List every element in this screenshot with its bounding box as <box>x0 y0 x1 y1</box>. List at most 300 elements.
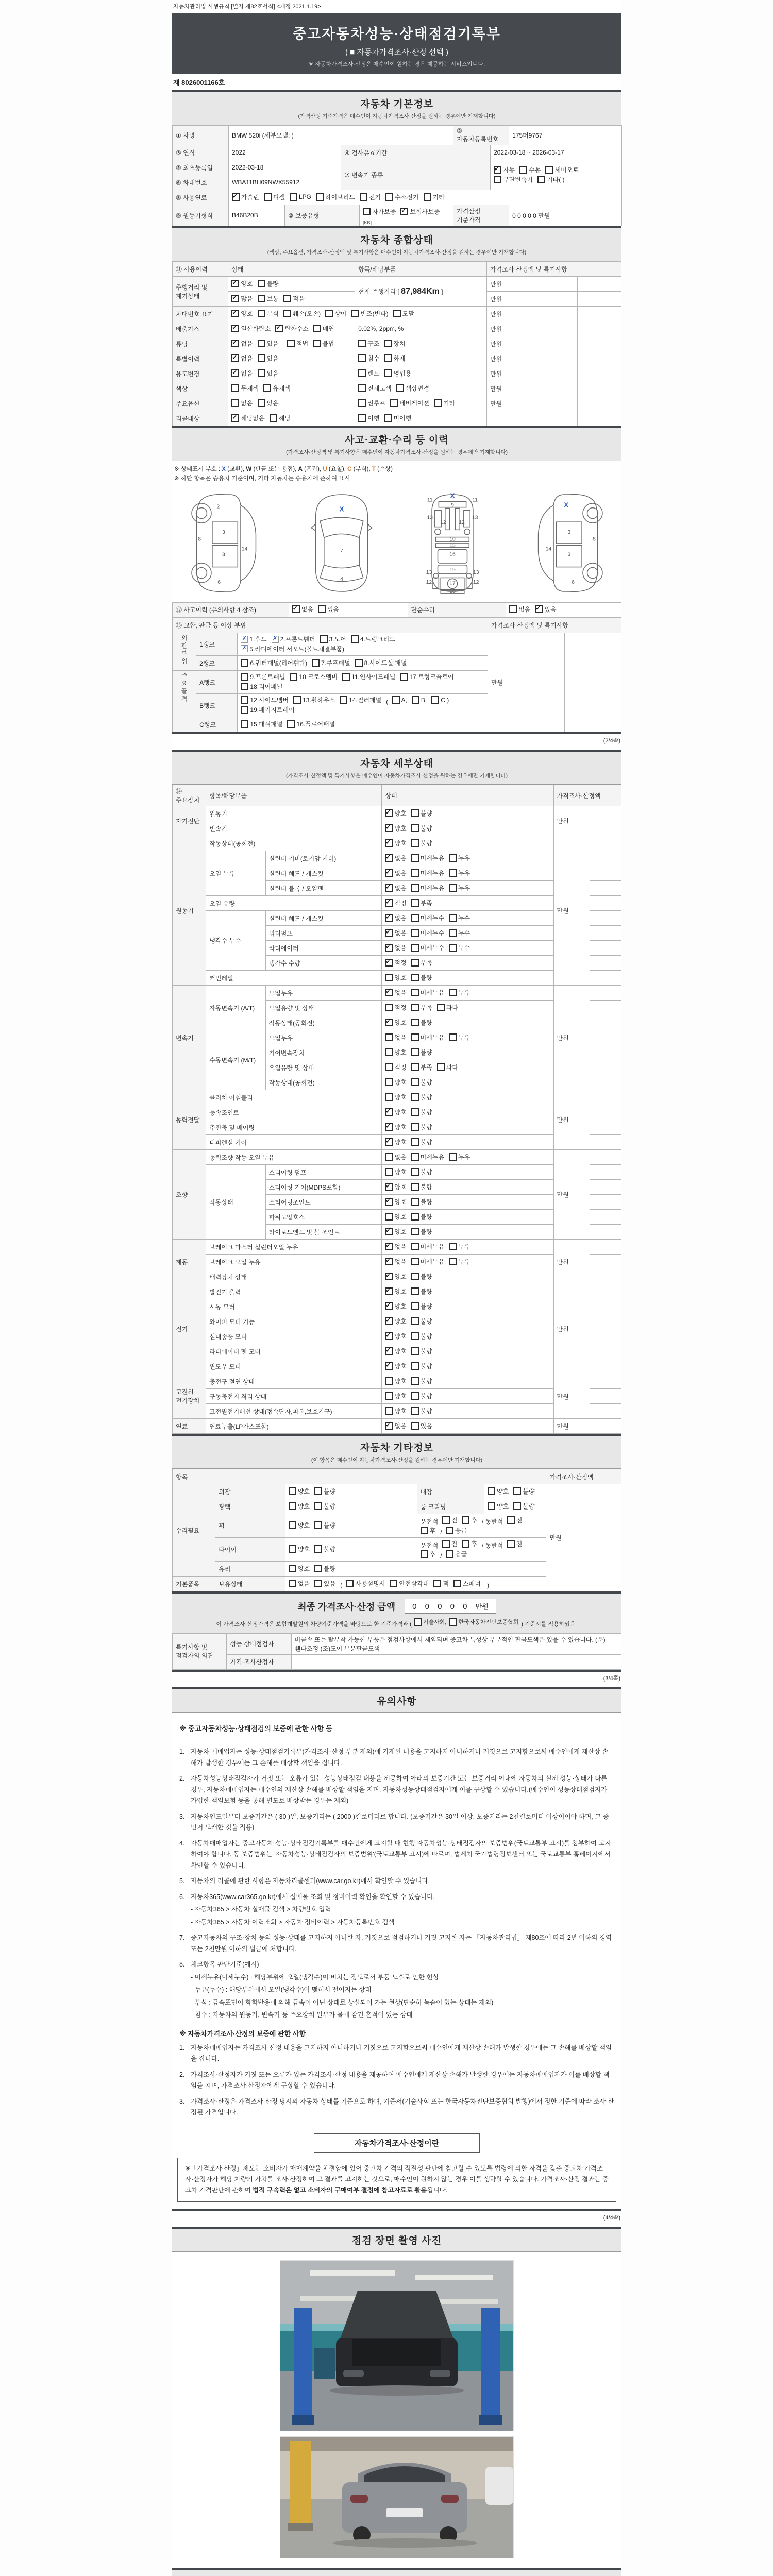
table-row <box>173 1469 621 1484</box>
final-price-note <box>172 1618 621 1628</box>
panel-number: 11 <box>427 497 433 503</box>
item-label: 시동 모터 <box>206 1299 382 1314</box>
notice-heading: ※ 중고자동차성능·상태점검의 보증에 관한 사항 등 <box>179 1718 614 1740</box>
state-cell <box>382 971 553 986</box>
checkbox-label: 있음 <box>266 399 279 407</box>
checkbox-label: 누유 <box>458 869 470 877</box>
table-row <box>173 160 622 175</box>
checkbox-item <box>411 1362 432 1370</box>
checkbox-label: 미세누유 <box>420 1258 444 1265</box>
note-cell <box>590 1195 621 1210</box>
checkbox-item <box>231 309 253 318</box>
checkbox-unchecked-icon <box>513 1487 521 1495</box>
price-cell: 만원 <box>487 351 578 366</box>
checkbox-unchecked-icon <box>488 1502 495 1510</box>
table-row <box>173 190 622 205</box>
checkbox-item <box>385 943 406 952</box>
checkbox-unchecked-icon <box>411 854 419 862</box>
text: 현재 주행거리 [ <box>358 287 401 295</box>
checkbox-item <box>385 869 406 877</box>
checkbox-unchecked-icon <box>313 340 321 347</box>
panel-number: 3 <box>222 552 225 558</box>
row-glass: 유리 <box>215 1562 285 1577</box>
checkbox-item <box>241 682 282 691</box>
checkbox-unchecked-icon <box>316 193 324 201</box>
checkbox-item <box>241 705 294 714</box>
subitem-label: 파워고압호스 <box>265 1210 382 1225</box>
checkbox-label: 누유 <box>458 989 470 996</box>
note-cell <box>589 1484 621 1591</box>
checkbox-unchecked-icon <box>346 1580 354 1587</box>
table-row <box>173 1284 621 1299</box>
label-car-name: ① 차명 <box>173 126 229 145</box>
checkbox-item <box>232 193 259 201</box>
note-cell <box>590 1299 621 1314</box>
checkbox-unchecked-icon <box>411 899 419 907</box>
label-fuel: ⑧ 사용연료 <box>173 190 229 205</box>
car-diagram-side-left <box>182 492 280 595</box>
notice-item-number: 5. <box>179 1877 185 1885</box>
text: ] <box>439 287 443 295</box>
checkbox-label: 양호 <box>241 280 253 287</box>
checkbox-label: 19.패키지트레이 <box>250 706 295 714</box>
section-title: 자동차 기타정보 <box>360 1443 433 1454</box>
panel-number: 18 <box>449 588 456 595</box>
checkbox-label: 양호 <box>241 310 253 317</box>
checkbox-item <box>411 1317 432 1326</box>
note-cell <box>590 1210 621 1225</box>
checkbox-item <box>289 1521 310 1530</box>
checkbox-checked-icon <box>385 1183 393 1191</box>
state-tire <box>285 1538 417 1562</box>
checkbox-checked-icon <box>232 193 240 201</box>
checkbox-item <box>384 369 411 378</box>
checkbox-checked-icon <box>231 280 239 287</box>
checkbox-unchecked-icon <box>421 1527 428 1534</box>
checkbox-label: 없음 <box>394 1422 407 1430</box>
checkbox-unchecked-icon <box>396 384 404 392</box>
checkbox-label: 양호 <box>394 1168 407 1176</box>
note-cell <box>577 336 621 351</box>
checkbox-label: 양호 <box>297 1546 310 1553</box>
checkbox-item <box>358 399 385 408</box>
badge-text: [KB] <box>363 219 372 225</box>
diagram-note: ※ 하단 항목은 승용차 기준이며, 기타 자동차는 승용차에 준하여 표시 <box>174 476 350 482</box>
checkbox-item <box>358 339 379 348</box>
legend-part: (판금 또는 용접), <box>251 466 298 472</box>
device-group-label: 연료 <box>173 1419 206 1434</box>
panel-rank-table <box>172 618 621 733</box>
checkbox-item <box>446 1550 467 1558</box>
subitem-label: 실린더 커버(로커암 커버) <box>265 851 382 866</box>
notice-item-text: 자동차의 리콜에 관한 사항은 자동차리콜센터(www.car.go.kr)에서 확인할 수 있습니다. <box>191 1877 430 1885</box>
checkbox-label: 2.프론트휀더 <box>280 636 315 643</box>
checkbox-unchecked-icon <box>411 1407 419 1415</box>
checkbox-label: 상이 <box>334 310 347 317</box>
checkbox-item <box>231 369 253 378</box>
checkbox-unchecked-icon <box>258 310 265 317</box>
checkbox-label: 무채색 <box>241 384 259 392</box>
checkbox-label: 스패너 <box>462 1580 481 1587</box>
checkbox-text: 운전석 <box>420 1518 440 1526</box>
final-price-amount <box>405 1599 496 1614</box>
checkbox-unchecked-icon <box>414 1618 422 1626</box>
checkbox-unchecked-icon <box>283 295 291 302</box>
checkbox-label: 있음 <box>266 369 279 377</box>
checkbox-item <box>431 696 449 704</box>
table-row <box>173 785 621 806</box>
tire-positions <box>417 1538 546 1562</box>
checkbox-unchecked-icon <box>537 176 545 183</box>
checkbox-label: 양호 <box>394 1362 407 1370</box>
checkbox-unchecked-icon <box>509 605 517 613</box>
checkbox-label: 양호 <box>394 1019 407 1026</box>
row-exterior: 외장 <box>215 1484 285 1499</box>
state-cell <box>382 1284 553 1299</box>
checkbox-label: 미세누수 <box>420 914 444 922</box>
checkbox-label: 디젤 <box>273 193 285 201</box>
checkbox-unchecked-icon <box>449 1153 457 1161</box>
price-cell: 만원 <box>487 336 578 351</box>
section-band-etc <box>172 1434 621 1469</box>
checkbox-checked-icon <box>385 1123 393 1131</box>
checkbox-item <box>385 1377 406 1385</box>
state-color <box>228 381 355 396</box>
odometer-reading <box>355 277 487 307</box>
state-cell <box>382 1299 553 1314</box>
checkbox-checked-icon <box>275 325 283 332</box>
table-row <box>173 262 621 277</box>
table-row <box>173 145 622 160</box>
checkbox-checked-icon <box>385 1258 393 1265</box>
checkbox-checked-icon <box>385 1332 393 1340</box>
table-row <box>173 351 621 366</box>
rank-c: C랭크 <box>196 717 238 732</box>
state-cell <box>382 1419 553 1434</box>
item-label: 오일 유량 <box>206 896 382 911</box>
note-cell <box>590 851 621 866</box>
checkbox-unchecked-icon <box>264 193 272 201</box>
state-cell <box>382 1389 553 1404</box>
inspection-photo-engine-bay <box>280 2260 514 2431</box>
checkbox-checked-icon <box>385 1302 393 1310</box>
checkbox-checked-icon <box>385 1228 393 1235</box>
checkbox-label: 적음 <box>292 295 305 302</box>
checkbox-unchecked-icon <box>392 696 400 704</box>
notice-item-number: 8. <box>179 1961 185 1968</box>
checkbox-unchecked-icon <box>385 1093 393 1101</box>
checkbox-item <box>263 384 291 393</box>
row-vin-mark: 차대번호 표기 <box>173 307 228 321</box>
col-item: 항목 <box>173 1469 546 1484</box>
checkbox-item <box>340 696 381 704</box>
checkbox-label: 불량 <box>420 1093 432 1101</box>
notice-sub-item: - 자동차365 > 자동차 이력조회 > 자동차 정비이력 > 자동차등록번호 검색 <box>191 1918 395 1926</box>
item-label: 고전원전기배선 상태(접속단자,피복,보호기구) <box>206 1404 382 1419</box>
checkbox-text: ( <box>340 1581 344 1589</box>
amount-digits: 0 0 0 0 0 <box>412 1602 470 1612</box>
state-cell <box>382 986 553 1001</box>
checkbox-unchecked-icon <box>385 1213 393 1221</box>
document-subtitle: ( ■ 자동차가격조사·산정 선택 ) <box>345 48 449 57</box>
checkbox-item <box>320 635 346 643</box>
checkbox-label: B, <box>421 696 427 704</box>
checkbox-item <box>283 309 321 318</box>
checkbox-item <box>358 384 391 393</box>
checkbox-item <box>231 384 259 393</box>
checkbox-unchecked-icon <box>290 673 297 681</box>
checkbox-checked-icon <box>385 854 393 862</box>
checkbox-item <box>449 1242 470 1251</box>
checkbox-label: 부족 <box>420 899 432 907</box>
checkbox-item <box>411 1406 432 1415</box>
checkbox-item <box>411 1018 432 1027</box>
checkbox-label: 15.대쉬패널 <box>250 720 283 728</box>
checkbox-item <box>537 175 565 184</box>
section-overall-state <box>172 226 621 426</box>
checkbox-label: 있음 <box>420 1422 432 1430</box>
data-table <box>172 1469 621 1591</box>
notice-item-text: 자동차매매업자는 가격조사·산정 내용을 고지하지 아니하거나 거짓으로 고지함으로써 매수인에게 재산상 손해가 발생한 경우에는 그 손해를 배상할 책임을 집니다. <box>191 2044 612 2063</box>
checkbox-unchecked-icon <box>289 1502 296 1510</box>
checkbox-item <box>513 1502 534 1511</box>
checkbox-unchecked-icon <box>313 325 321 332</box>
section-subtitle: (가격산정 기준가격은 매수인이 자동차가격조사·산정을 원하는 경우에만 기재합니다) <box>298 113 496 120</box>
note-cell <box>590 881 621 896</box>
checkbox-text: / <box>440 1552 444 1560</box>
checkbox-checked-icon <box>535 605 543 613</box>
checkbox-item <box>411 1421 432 1430</box>
checkbox-item <box>314 1487 335 1496</box>
row-wheel: 휠 <box>215 1514 285 1538</box>
checkbox-item <box>488 1487 509 1496</box>
options-kind <box>355 396 487 411</box>
checkbox-item <box>411 1302 432 1311</box>
checkbox-item <box>385 1018 406 1027</box>
appraiser-opinion <box>291 1654 621 1669</box>
panel-number: 9 <box>450 502 454 509</box>
checkbox-unchecked-icon <box>449 854 457 862</box>
col-main-device: ⑭ 주요장치 <box>173 785 206 806</box>
section-band-sign <box>172 2568 621 2576</box>
checkbox-item <box>411 928 444 937</box>
note-cell <box>577 292 621 307</box>
checkbox-label: 수동 <box>529 166 541 174</box>
checkbox-label: 양호 <box>394 1347 407 1355</box>
label-first-reg: ⑤ 최초등록일 <box>173 160 229 175</box>
checkbox-unchecked-icon <box>411 884 419 892</box>
checkbox-item <box>385 1153 406 1161</box>
note-cell <box>590 1314 621 1329</box>
checkbox-label: 하이브리드 <box>325 193 355 201</box>
checkbox-item <box>411 839 432 848</box>
checkbox-unchecked-icon <box>241 659 248 667</box>
checkbox-checked-icon <box>385 1347 393 1355</box>
panel-number: 12 <box>458 519 465 526</box>
checkbox-label: 탄화수소 <box>284 325 309 332</box>
checkbox-unchecked-icon <box>385 1004 393 1011</box>
checkbox-label: 없음 <box>301 606 313 614</box>
state-cell <box>382 836 553 851</box>
checkbox-item <box>411 1153 444 1161</box>
table-row <box>173 336 621 351</box>
table-row <box>173 836 621 851</box>
subitem-label: 오일유량 및 상태 <box>265 1060 382 1075</box>
label-year: ③ 연식 <box>173 145 229 160</box>
col-state: 상태 <box>382 785 553 806</box>
subitem-label: 스티어링조인트 <box>265 1195 382 1210</box>
table-row <box>173 1374 621 1389</box>
checkbox-item <box>424 193 445 201</box>
checkbox-unchecked-icon <box>411 1243 419 1250</box>
checkbox-text: / 동반석 <box>481 1542 505 1550</box>
notice-item-number: 3. <box>179 1812 185 1820</box>
item-label: 브레이크 오일 누유 <box>206 1255 382 1269</box>
checkbox-unchecked-icon <box>446 1550 453 1558</box>
checkbox-label: 응급 <box>455 1527 467 1535</box>
checkbox-unchecked-icon <box>400 673 408 681</box>
checkbox-unchecked-icon <box>289 1521 296 1529</box>
checkbox-checked-icon <box>231 369 239 377</box>
checkbox-label: 일산화탄소 <box>241 325 271 332</box>
checkbox-item <box>442 1539 458 1548</box>
item-label: 라디에이터 팬 모터 <box>206 1344 382 1359</box>
checkbox-checked-icon <box>385 839 393 847</box>
appraisal-note-bold: 법적 구속력은 없고 소비자의 구매여부 결정에 참고자료로 활용 <box>253 2187 427 2194</box>
checkbox-label: 17.트렁크플로어 <box>409 673 454 681</box>
table-row <box>173 633 621 656</box>
notice-sub-item: - 침수 : 자동차의 원동기, 변속기 등 주요장치 일부가 물에 잠긴 흔적이 있는 상태 <box>191 2011 413 2019</box>
note-cell <box>577 411 621 426</box>
checkbox-item <box>494 175 533 184</box>
state-room-cleaning <box>484 1499 546 1514</box>
value-fuel <box>229 190 622 205</box>
checkbox-checked-icon <box>385 1287 393 1295</box>
note-cell <box>590 911 621 926</box>
checkbox-unchecked-icon <box>421 1550 428 1558</box>
checkbox-unchecked-icon <box>412 696 419 704</box>
panel-number: 19 <box>449 567 456 573</box>
checkbox-label: 양호 <box>394 1302 407 1310</box>
note-cell <box>577 351 621 366</box>
notice-sub-item: - 부식 : 금속표면이 화학반응에 의해 금속이 아닌 상태로 상실되어 가는 현상(단순히 녹슬어 있는 상태는 제외) <box>191 1998 494 2006</box>
checkbox-item <box>270 414 291 422</box>
state-options <box>228 396 355 411</box>
checkbox-label: 양호 <box>497 1502 509 1510</box>
checkbox-item <box>314 1564 335 1573</box>
checkbox-item <box>488 1502 509 1511</box>
col-price-note: 가격조사·산정액 및 특기사항 <box>488 618 621 633</box>
checkbox-item <box>437 1063 458 1072</box>
panel-number: 14 <box>241 546 247 552</box>
section-band-basic <box>172 90 621 125</box>
panel-number: 12 <box>426 579 432 585</box>
checkbox-checked-icon <box>385 944 393 952</box>
checkbox-item <box>411 1003 432 1012</box>
notice-item-number: 3. <box>179 2097 185 2105</box>
checkbox-unchecked-icon <box>431 696 439 704</box>
checkbox-item <box>411 854 444 862</box>
checkbox-label: 불량 <box>420 1019 432 1026</box>
checkbox-item <box>385 1138 406 1146</box>
checkbox-item <box>231 294 253 303</box>
checkbox-label: 7.루프패널 <box>321 659 350 667</box>
panel-number: 13 <box>426 515 433 521</box>
checkbox-unchecked-icon <box>318 605 326 613</box>
checkbox-unchecked-icon <box>513 1502 521 1510</box>
note-cell <box>590 1389 621 1404</box>
price-cell: 만원 <box>553 986 590 1090</box>
note-cell <box>590 1419 621 1434</box>
appraisal-note-pre: 가격조사·산정 결과는 중고차 가격판단에 관하여 <box>185 2176 609 2194</box>
note-cell <box>590 1001 621 1015</box>
checkbox-item <box>385 193 418 201</box>
checkbox-item <box>393 309 414 318</box>
section-band-overall <box>172 226 621 261</box>
checkbox-item <box>384 354 405 363</box>
checkbox-unchecked-icon <box>289 1565 296 1572</box>
checkbox-label: 불량 <box>323 1522 336 1530</box>
item-label: 수동변속기 (M/T) <box>206 1030 265 1090</box>
checkbox-label: 없음 <box>394 1153 407 1161</box>
state-special <box>228 351 355 366</box>
checkbox-label: 네비게이션 <box>399 399 429 407</box>
rank-a: A랭크 <box>196 671 238 694</box>
value-car-name: BMW 520i (세부모델: ) <box>229 126 453 145</box>
checkbox-item <box>385 1392 406 1400</box>
notice-item <box>179 2070 614 2092</box>
note-cell <box>590 1135 621 1150</box>
checkbox-item <box>411 1287 432 1296</box>
checkbox-item <box>385 913 406 922</box>
checkbox-item <box>385 1347 406 1355</box>
checkbox-item <box>241 672 285 681</box>
checkbox-unchecked-icon <box>384 369 392 377</box>
table-row <box>173 1240 621 1255</box>
notice-item-text: 가격조사·산정자가 거짓 또는 오류가 있는 가격조사·산정 내용을 제공하여 매수인에게 재산상 손해가 발생한 경우에는 자동차매매업자가 이를 배상할 책임을 지며, 가격조사·산정자에게 구상할 수 있습니다. <box>191 2071 610 2090</box>
checkbox-checked-icon <box>385 869 393 877</box>
item-label: 디퍼렌셜 기어 <box>206 1135 382 1150</box>
checkbox-label: 미세누유 <box>420 989 444 996</box>
notice-sub-item: - 누유(누수) : 해당부위에서 오일(냉각수)이 맺혀서 떨어지는 상태 <box>191 1986 372 1993</box>
checkbox-item <box>385 809 406 818</box>
table-row <box>173 602 621 617</box>
data-table <box>172 261 621 426</box>
notice-item-number: 6. <box>179 1893 185 1901</box>
checkbox-x-icon <box>241 645 248 652</box>
price-cell: 만원 <box>487 292 578 307</box>
checkbox-item <box>231 354 253 363</box>
checkbox-unchecked-icon <box>358 354 366 362</box>
checkbox-unchecked-icon <box>449 1618 457 1626</box>
checkbox-unchecked-icon <box>358 414 366 422</box>
checkbox-item <box>411 1197 432 1206</box>
checkbox-label: 불량 <box>420 1048 432 1056</box>
checkbox-item <box>241 645 344 653</box>
checkbox-unchecked-icon <box>314 1502 322 1510</box>
checkbox-item <box>411 1078 432 1087</box>
checkbox-label: 미세누수 <box>420 944 444 952</box>
checkbox-item <box>231 279 253 288</box>
checkbox-text: ) 기준서를 적용하였음 <box>521 1621 576 1628</box>
section-etc-info <box>172 1434 621 1591</box>
checkbox-unchecked-icon <box>314 1487 322 1495</box>
checkbox-unchecked-icon <box>314 1521 322 1529</box>
price-cell: 만원 <box>487 321 578 336</box>
state-cell <box>382 806 553 821</box>
checkbox-label: 불량 <box>266 280 279 287</box>
checkbox-unchecked-icon <box>411 1123 419 1131</box>
